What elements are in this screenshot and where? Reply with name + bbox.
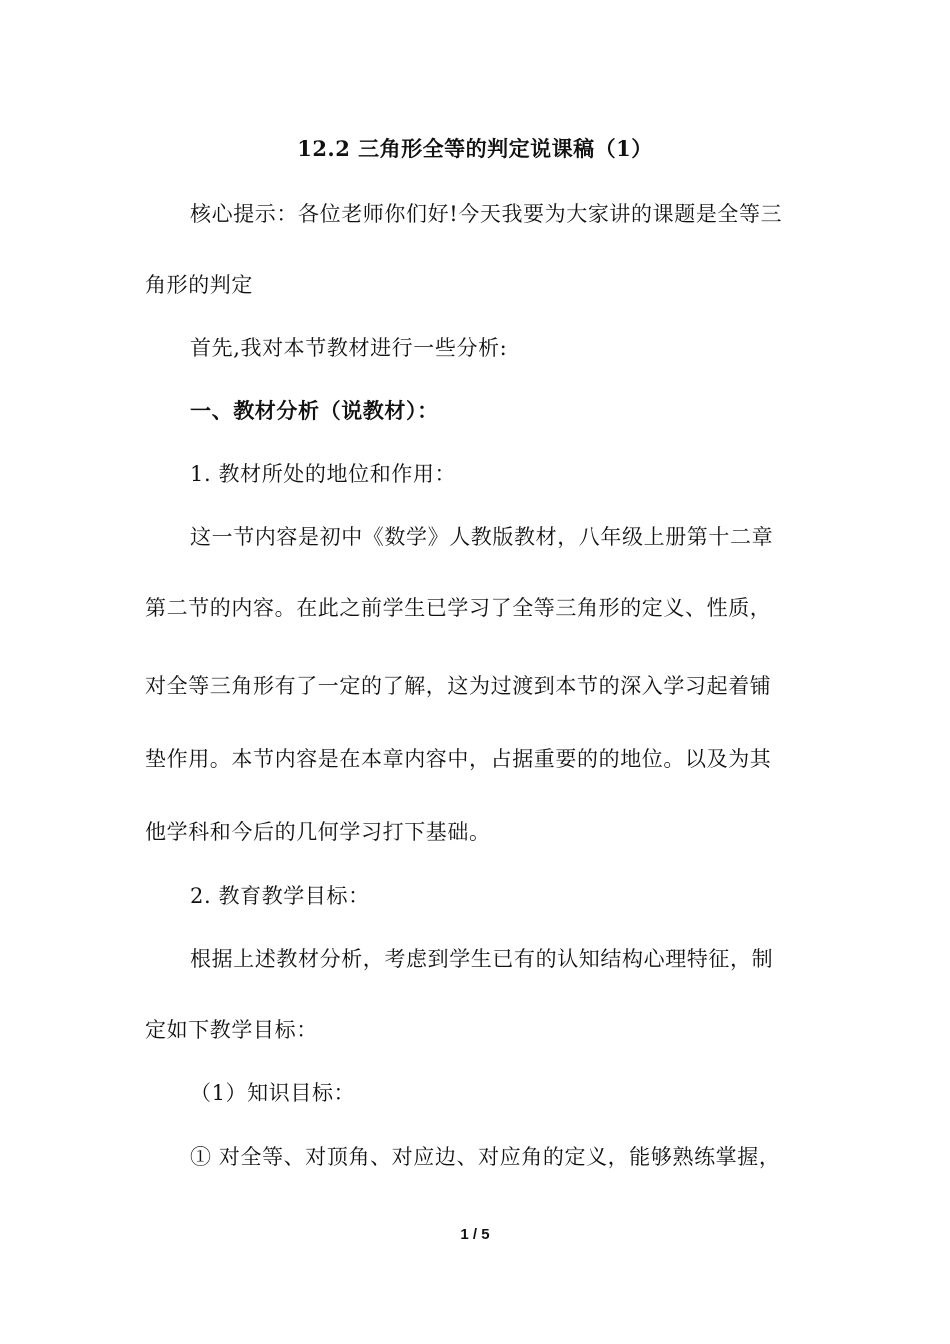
paragraph-line: 他学科和今后的几何学习打下基础。 [145,820,491,844]
page-number: 1 / 5 [460,1226,490,1243]
paragraph-line: 对全等三角形有了一定的了解，这为过渡到本节的深入学习起着铺 [145,674,772,698]
list-item: ① 对全等、对顶角、对应边、对应角的定义，能够熟练掌握， [190,1145,781,1169]
paragraph-line: 根据上述教材分析，考虑到学生已有的认知结构心理特征，制 [190,947,774,971]
paragraph-line: 垫作用。本节内容是在本章内容中，占据重要的的地位。以及为其 [145,747,772,771]
subsection-heading: 2. 教育教学目标： [190,884,370,908]
paragraph-line: 角形的判定 [145,273,253,297]
paragraph-line: 这一节内容是初中《数学》人教版教材，八年级上册第十二章 [190,525,774,549]
section-heading: 一、教材分析（说教材）： [190,398,439,423]
document-title: 12.2 三角形全等的判定说课稿（1） [297,136,653,161]
list-heading: （1）知识目标： [190,1081,356,1105]
paragraph-line: 定如下教学目标： [145,1018,318,1042]
subsection-heading: 1. 教材所处的地位和作用： [190,462,457,486]
paragraph-line: 第二节的内容。在此之前学生已学习了全等三角形的定义、性质， [145,596,772,620]
paragraph-line: 核心提示：各位老师你们好!今天我要为大家讲的课题是全等三 [190,202,783,226]
paragraph-line: 首先,我对本节教材进行一些分析: [190,336,508,360]
